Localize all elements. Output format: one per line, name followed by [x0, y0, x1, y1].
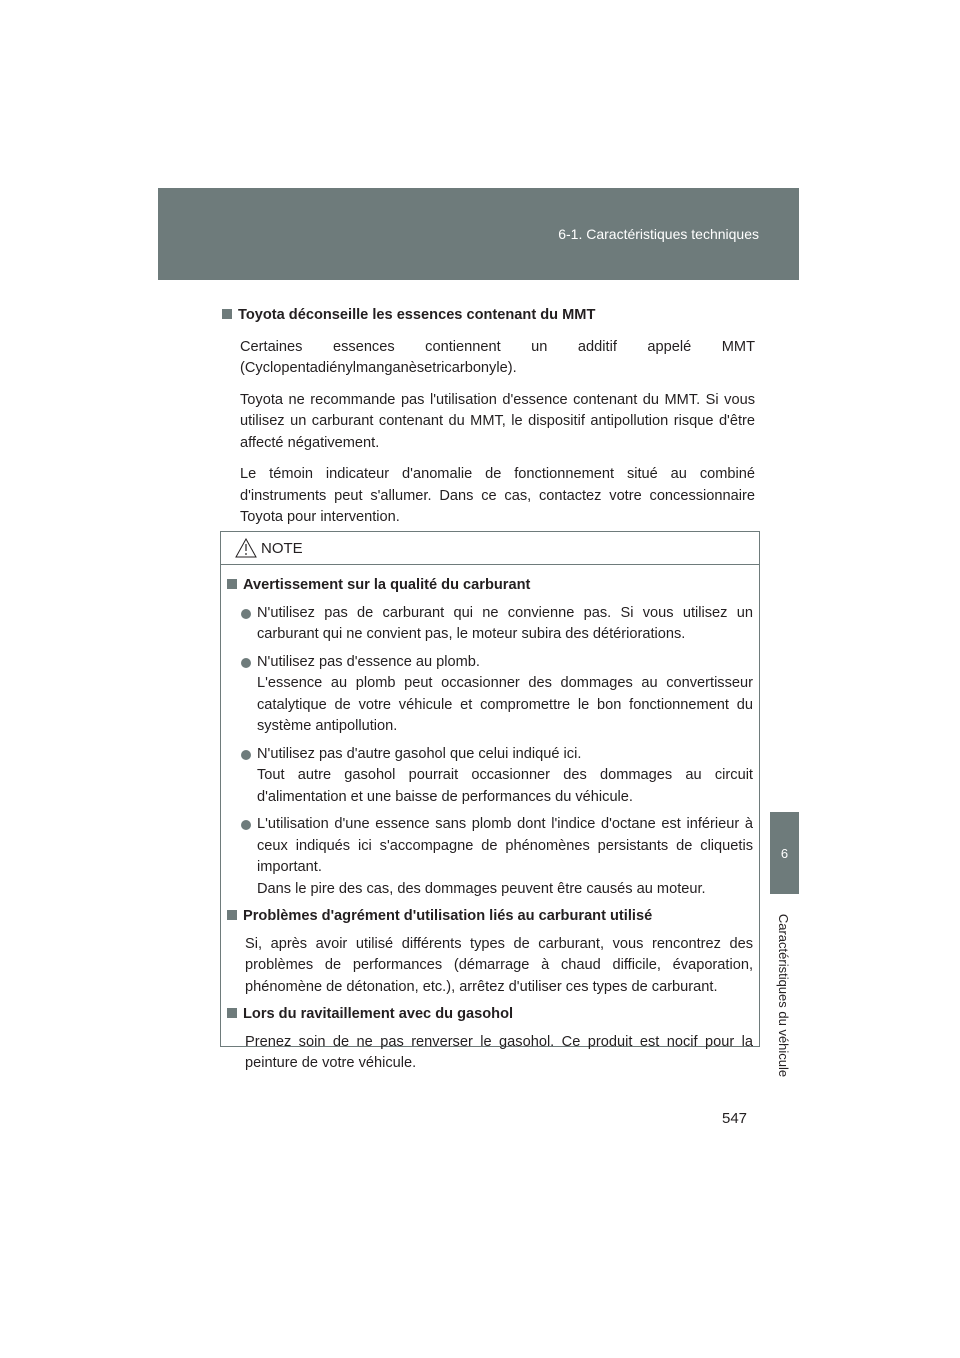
- chapter-label-text: Caractéristiques du véhicule: [776, 913, 792, 1077]
- chapter-number: 6: [780, 845, 789, 861]
- round-bullet-icon: [241, 750, 251, 760]
- paragraph: Le témoin indicateur d'anomalie de fonctionnement situé au combiné d'instruments peut s'allumer. Dans ce cas, contactez votre concessionnaire Toyota pour intervention.: [240, 466, 755, 525]
- header-band: [158, 188, 799, 280]
- paragraph: Toyota ne recommande pas l'utilisation d'essence contenant du MMT. Si vous utilisez un carburant contenant du MMT, le dispositif antipollution risque d'être affecté négativement.: [240, 391, 755, 451]
- chapter-label: [763, 902, 805, 1088]
- note-paragraph: Si, après avoir utilisé différents types de carburant, vous rencontrez des problèmes de performances (démarrage à chaud difficile, évaporation, phénomène de détonation, etc.), arrêtez d'utiliser ces types de carburant.: [245, 935, 753, 995]
- note-heading: Avertissement sur la qualité du carburant: [227, 575, 753, 597]
- note-title: NOTE: [261, 539, 303, 557]
- note-paragraph: Prenez soin de ne pas renverser le gasohol. Ce produit est nocif pour la peinture de votre véhicule.: [245, 1033, 753, 1071]
- square-bullet-icon: [227, 1008, 237, 1018]
- page-number: 547: [722, 1110, 748, 1127]
- note-heading: Problèmes d'agrément d'utilisation liés au carburant utilisé: [227, 906, 753, 928]
- square-bullet-icon: [222, 309, 232, 319]
- round-bullet-icon: [241, 820, 251, 830]
- main-heading: Toyota déconseille les essences contenant du MMT: [222, 305, 755, 327]
- main-content: [222, 305, 755, 539]
- square-bullet-icon: [227, 910, 237, 920]
- round-bullet-icon: [241, 609, 251, 619]
- note-body: [221, 565, 759, 1075]
- note-bullet: N'utilisez pas de carburant qui ne convienne pas. Si vous utilisez un carburant qui ne convient pas, le moteur subira des détériorations.: [241, 603, 753, 646]
- chapter-tab: [770, 812, 799, 894]
- square-bullet-icon: [227, 579, 237, 589]
- warning-triangle-icon: [235, 538, 257, 558]
- note-bullet: N'utilisez pas d'autre gasohol que celui indiqué ici. Tout autre gasohol pourrait occasionner des dommages au circuit d'alimentation et une baisse de performances du véhicule.: [241, 744, 753, 809]
- note-bullet: N'utilisez pas d'essence au plomb. L'essence au plomb peut occasionner des dommages au convertisseur catalytique de votre véhicule et compromettre le bon fonctionnement du système antipollution.: [241, 652, 753, 738]
- note-bullet: L'utilisation d'une essence sans plomb dont l'indice d'octane est inférieur à ceux indiqués ici s'accompagne de phénomènes persistants de cliquetis important. Dans le pire des cas, des dommages peuvent être causés au moteur.: [241, 814, 753, 900]
- note-heading: Lors du ravitaillement avec du gasohol: [227, 1004, 753, 1026]
- note-header: [221, 532, 759, 565]
- section-title: 6-1. Caractéristiques techniques: [558, 226, 759, 242]
- round-bullet-icon: [241, 658, 251, 668]
- note-box: [220, 531, 760, 1071]
- paragraph: Certaines essences contiennent un additif appelé MMT (Cyclopentadiénylmanganèsetricarbonyle).: [240, 338, 755, 376]
